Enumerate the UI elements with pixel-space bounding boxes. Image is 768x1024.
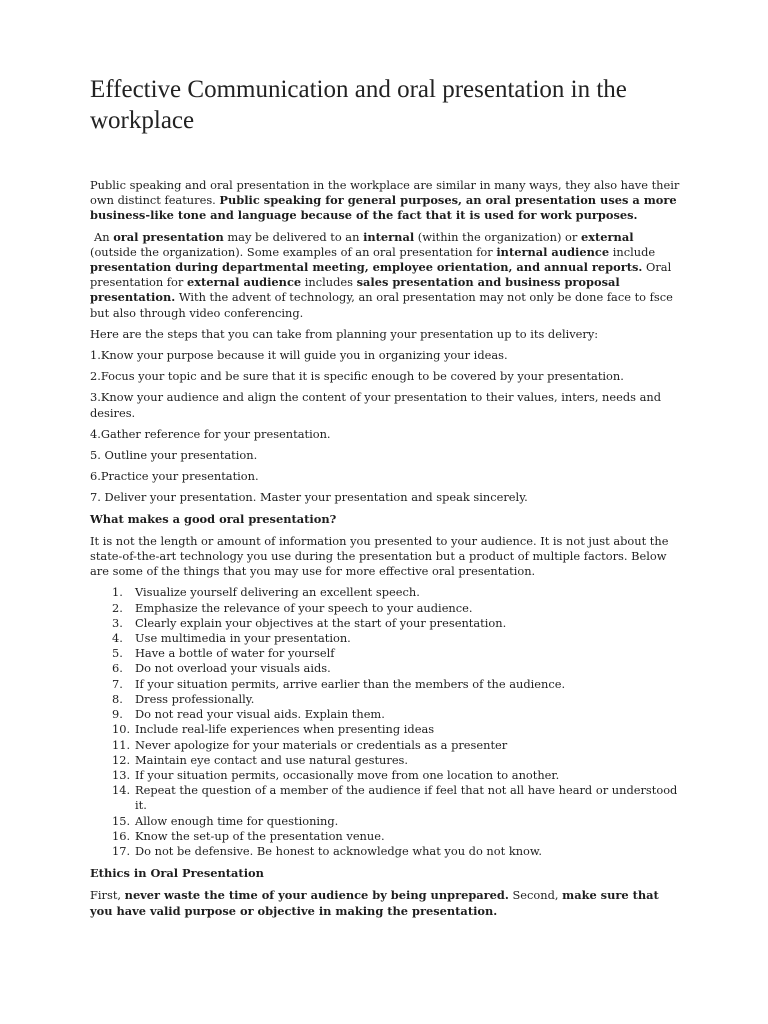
document-body xyxy=(90,178,682,925)
list-number: 10. xyxy=(112,722,131,737)
para2-bold-5: presentation during departmental meeting, employee orientation, and annual reports. xyxy=(90,260,643,275)
list-item xyxy=(90,585,682,600)
ethics-text-1: First, xyxy=(90,888,125,903)
ethics-text-2: Second, xyxy=(508,888,563,903)
list-text: Allow enough time for questioning. xyxy=(135,813,339,828)
step-item: 2.Focus your topic and be sure that it is specific enough to be covered by your presentation. xyxy=(90,369,624,384)
step-item: 5. Outline your presentation. xyxy=(90,448,258,463)
list-text: Have a bottle of water for yourself xyxy=(135,646,335,661)
step-item: 6.Practice your presentation. xyxy=(90,469,259,484)
step-item: 1.Know your purpose because it will guide you in organizing your ideas. xyxy=(90,348,508,363)
list-number: 4. xyxy=(112,631,123,646)
list-number: 15. xyxy=(112,813,131,828)
para2-text-6: Oral presentation for xyxy=(90,260,672,290)
list-item xyxy=(90,677,682,692)
list-number: 8. xyxy=(112,691,123,706)
list-item xyxy=(90,829,682,844)
good-presentation-paragraph: It is not the length or amount of information you presented to your audience. It is not just about the state-of-the-art technology you use during the presentation but a product of multiple factors. Below are some of the things that you may use for more effective oral presentation. xyxy=(90,533,669,579)
list-text: If your situation permits, occasionally move from one location to another. xyxy=(135,767,560,782)
ethics-paragraph xyxy=(90,888,682,918)
para2-bold-3: external xyxy=(580,229,634,244)
intro-paragraph xyxy=(90,178,682,224)
step-item: 4.Gather reference for your presentation. xyxy=(90,426,331,441)
document-title: Effective Communication and oral presentation in the workplace xyxy=(90,76,627,134)
list-item xyxy=(90,768,682,783)
list-number: 3. xyxy=(112,615,123,630)
list-text: Clearly explain your objectives at the start of your presentation. xyxy=(135,615,507,630)
list-text: Know the set-up of the presentation venue. xyxy=(135,828,385,843)
para2-text-1: An xyxy=(94,229,114,244)
list-text: Do not overload your visuals aids. xyxy=(135,661,331,676)
para2-bold-4: internal audience xyxy=(496,244,610,259)
intro-text: Public speaking and oral presentation in the workplace are similar in many ways, they also have their own distinct features. xyxy=(90,178,680,208)
para2-text-3: (within the organization) or xyxy=(414,229,581,244)
list-text: Use multimedia in your presentation. xyxy=(135,631,351,646)
step-item: 7. Deliver your presentation. Master your presentation and speak sincerely. xyxy=(90,490,528,505)
list-number: 17. xyxy=(112,843,131,858)
para2-bold-7: sales presentation and business proposal presentation. xyxy=(90,275,620,305)
list-item xyxy=(90,601,682,616)
list-number: 13. xyxy=(112,767,131,782)
list-text: Do not read your visual aids. Explain them. xyxy=(135,707,385,722)
step-item: 3.Know your audience and align the content of your presentation to their values, inters, needs and desires. xyxy=(90,390,662,420)
steps-intro: Here are the steps that you can take from planning your presentation up to its delivery: xyxy=(90,326,599,341)
para2-bold-2: internal xyxy=(363,229,415,244)
list-item xyxy=(90,692,682,707)
list-number: 9. xyxy=(112,707,123,722)
list-text: Include real-life experiences when presenting ideas xyxy=(135,722,435,737)
list-text: Do not be defensive. Be honest to acknowledge what you do not know. xyxy=(135,843,542,858)
list-item xyxy=(90,722,682,737)
list-number: 1. xyxy=(112,585,123,600)
list-item xyxy=(90,738,682,753)
list-item xyxy=(90,783,682,813)
good-presentation-heading: What makes a good oral presentation? xyxy=(90,511,337,526)
list-text: Emphasize the relevance of your speech to your audience. xyxy=(135,600,473,615)
list-item xyxy=(90,814,682,829)
list-number: 5. xyxy=(112,646,123,661)
list-item xyxy=(90,616,682,631)
list-item xyxy=(90,661,682,676)
list-text: Dress professionally. xyxy=(135,691,255,706)
list-number: 12. xyxy=(112,752,131,767)
list-item xyxy=(90,844,682,859)
ethics-bold-2: make sure that you have valid purpose or objective in making the presentation. xyxy=(90,888,659,918)
list-item xyxy=(90,707,682,722)
list-number: 11. xyxy=(112,737,131,752)
para2-bold-6: external audience xyxy=(186,275,302,290)
list-item xyxy=(90,646,682,661)
para2-text-4: (outside the organization). Some examples of an oral presentation for xyxy=(90,244,497,259)
list-number: 16. xyxy=(112,828,131,843)
list-number: 2. xyxy=(112,600,123,615)
list-text: Visualize yourself delivering an excellent speech. xyxy=(135,585,420,600)
para2-text-5: include xyxy=(609,244,656,259)
intro-bold: Public speaking for general purposes, an oral presentation uses a more business-like tone and language because of the fact that it is used for work purposes. xyxy=(90,193,677,223)
list-item xyxy=(90,753,682,768)
para2-text-8: With the advent of technology, an oral presentation may not only be done face to fsce but also through video conferencing. xyxy=(90,290,673,320)
para2-bold-1: oral presentation xyxy=(113,229,224,244)
tips-list xyxy=(90,585,682,859)
list-item xyxy=(90,631,682,646)
ethics-heading: Ethics in Oral Presentation xyxy=(90,866,264,881)
list-number: 7. xyxy=(112,676,123,691)
list-number: 14. xyxy=(112,783,131,798)
list-text: Never apologize for your materials or credentials as a presenter xyxy=(135,737,508,752)
para2-text-7: includes xyxy=(301,275,357,290)
ethics-bold-1: never waste the time of your audience by being unprepared. xyxy=(124,888,509,903)
list-text: Maintain eye contact and use natural gestures. xyxy=(135,752,409,767)
oral-presentation-paragraph xyxy=(90,230,682,321)
list-text: Repeat the question of a member of the audience if feel that not all have heard or understood it. xyxy=(135,783,678,813)
para2-text-2: may be delivered to an xyxy=(223,229,364,244)
list-text: If your situation permits, arrive earlier than the members of the audience. xyxy=(135,676,566,691)
list-number: 6. xyxy=(112,661,123,676)
